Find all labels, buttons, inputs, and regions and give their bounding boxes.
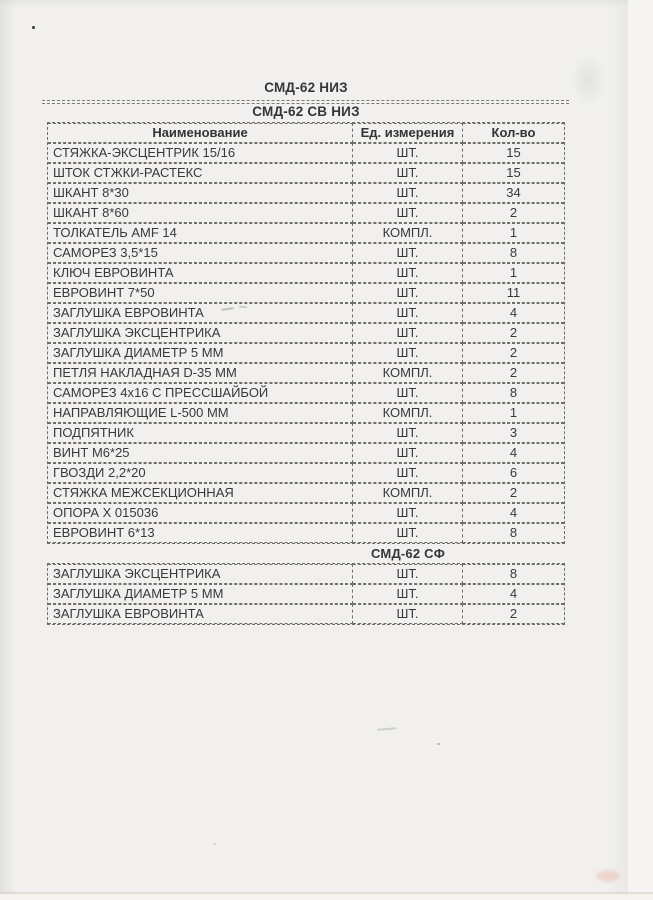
page-bottom-edge [0, 892, 653, 894]
item-unit-cell: КОМПЛ. [353, 363, 463, 383]
table-row [48, 503, 564, 523]
item-qty-cell: 1 [463, 223, 564, 243]
item-qty-cell: 4 [463, 584, 564, 604]
table-row [48, 203, 564, 223]
item-name-cell: ЕВРОВИНТ 7*50 [48, 283, 353, 303]
item-unit-cell: КОМПЛ. [353, 223, 463, 243]
table-row [48, 363, 564, 383]
column-header-unit: Ед. измерения [353, 123, 463, 143]
item-unit-cell: ШТ. [353, 323, 463, 343]
item-qty-cell: 2 [463, 323, 564, 343]
item-unit-cell: ШТ. [353, 423, 463, 443]
item-unit-cell: ШТ. [353, 503, 463, 523]
item-name-cell: ЗАГЛУШКА ДИАМЕТР 5 ММ [48, 343, 353, 363]
item-unit-cell: ШТ. [353, 303, 463, 323]
item-name-cell: ПОДПЯТНИК [48, 423, 353, 443]
table-row [48, 143, 564, 163]
scan-strip-bottom [0, 894, 653, 900]
scan-shadow-right [606, 0, 628, 900]
item-qty-cell: 15 [463, 163, 564, 183]
scan-speck [437, 743, 440, 745]
item-qty-cell: 2 [463, 203, 564, 223]
pencil-mark [377, 727, 397, 731]
table-row [48, 383, 564, 403]
item-name-cell: ЗАГЛУШКА ЕВРОВИНТА [48, 303, 353, 323]
item-unit-cell: ШТ. [353, 564, 463, 584]
item-name-cell: КЛЮЧ ЕВРОВИНТА [48, 263, 353, 283]
item-unit-cell: ШТ. [353, 604, 463, 624]
item-unit-cell: ШТ. [353, 383, 463, 403]
table-row [48, 604, 564, 624]
table-row [48, 243, 564, 263]
item-name-cell: ВИНТ М6*25 [48, 443, 353, 463]
scan-shadow-left [0, 0, 16, 900]
scan-speck [214, 843, 216, 845]
item-name-cell: ОПОРА Х 015036 [48, 503, 353, 523]
item-name-cell: ЗАГЛУШКА ЕВРОВИНТА [48, 604, 353, 624]
item-unit-cell: ШТ. [353, 163, 463, 183]
table-row [48, 423, 564, 443]
table-row [48, 303, 564, 323]
column-header-name: Наименование [48, 123, 353, 143]
item-name-cell: ШКАНТ 8*30 [48, 183, 353, 203]
item-qty-cell: 8 [463, 243, 564, 263]
item-unit-cell: ШТ. [353, 584, 463, 604]
item-name-cell: НАПРАВЛЯЮЩИЕ L-500 ММ [48, 403, 353, 423]
item-unit-cell: ШТ. [353, 283, 463, 303]
item-name-cell: ШКАНТ 8*60 [48, 203, 353, 223]
item-qty-cell: 8 [463, 564, 564, 584]
scan-light-band-right [628, 0, 653, 900]
scan-smudge [572, 55, 606, 105]
section-title-sf: СМД-62 СФ [371, 546, 445, 561]
pink-smudge [596, 870, 620, 882]
item-name-cell: ТОЛКАТЕЛЬ AMF 14 [48, 223, 353, 243]
scan-shadow-top [0, 0, 653, 8]
item-name-cell: ЕВРОВИНТ 6*13 [48, 523, 353, 543]
item-unit-cell: ШТ. [353, 183, 463, 203]
item-name-cell: СТЯЖКА-ЭКСЦЕНТРИК 15/16 [48, 143, 353, 163]
item-name-cell: ГВОЗДИ 2,2*20 [48, 463, 353, 483]
item-unit-cell: ШТ. [353, 463, 463, 483]
item-unit-cell: ШТ. [353, 143, 463, 163]
item-name-cell: СТЯЖКА МЕЖСЕКЦИОННАЯ [48, 483, 353, 503]
item-name-cell: ЗАГЛУШКА ДИАМЕТР 5 ММ [48, 584, 353, 604]
item-qty-cell: 6 [463, 463, 564, 483]
table-row [48, 223, 564, 243]
table-header-row [48, 123, 564, 143]
item-name-cell: ШТОК СТЖКИ-РАСТЕКС [48, 163, 353, 183]
table-row [48, 283, 564, 303]
table-row [48, 183, 564, 203]
item-qty-cell: 8 [463, 523, 564, 543]
section-title-sv-niz: СМД-62 СВ НИЗ [252, 104, 360, 119]
table-row [48, 463, 564, 483]
table-row [48, 584, 564, 604]
item-qty-cell: 2 [463, 343, 564, 363]
item-qty-cell: 1 [463, 263, 564, 283]
table-row [48, 323, 564, 343]
table-row [48, 163, 564, 183]
item-unit-cell: ШТ. [353, 443, 463, 463]
table-row [48, 263, 564, 283]
item-qty-cell: 4 [463, 443, 564, 463]
table-row [48, 523, 564, 543]
item-unit-cell: ШТ. [353, 263, 463, 283]
parts-table-sf [47, 563, 565, 625]
item-qty-cell: 34 [463, 183, 564, 203]
table-row [48, 343, 564, 363]
item-unit-cell: ШТ. [353, 523, 463, 543]
item-qty-cell: 15 [463, 143, 564, 163]
item-unit-cell: ШТ. [353, 343, 463, 363]
document-title: СМД-62 НИЗ [264, 80, 348, 95]
table-row [48, 403, 564, 423]
item-qty-cell: 8 [463, 383, 564, 403]
parts-table-main [47, 122, 565, 544]
item-unit-cell: ШТ. [353, 243, 463, 263]
item-qty-cell: 2 [463, 363, 564, 383]
table-row [48, 443, 564, 463]
table-row [48, 483, 564, 503]
item-qty-cell: 11 [463, 283, 564, 303]
item-name-cell: ЗАГЛУШКА ЭКСЦЕНТРИКА [48, 323, 353, 343]
item-qty-cell: 4 [463, 303, 564, 323]
item-unit-cell: ШТ. [353, 203, 463, 223]
column-header-qty: Кол-во [463, 123, 564, 143]
item-name-cell: САМОРЕЗ 3,5*15 [48, 243, 353, 263]
item-unit-cell: КОМПЛ. [353, 483, 463, 503]
item-qty-cell: 2 [463, 483, 564, 503]
item-name-cell: ПЕТЛЯ НАКЛАДНАЯ D-35 ММ [48, 363, 353, 383]
item-name-cell: САМОРЕЗ 4х16 С ПРЕССШАЙБОЙ [48, 383, 353, 403]
scan-speck [32, 26, 35, 29]
item-qty-cell: 1 [463, 403, 564, 423]
item-qty-cell: 4 [463, 503, 564, 523]
item-name-cell: ЗАГЛУШКА ЭКСЦЕНТРИКА [48, 564, 353, 584]
item-unit-cell: КОМПЛ. [353, 403, 463, 423]
table-row [48, 564, 564, 584]
item-qty-cell: 2 [463, 604, 564, 624]
item-qty-cell: 3 [463, 423, 564, 443]
